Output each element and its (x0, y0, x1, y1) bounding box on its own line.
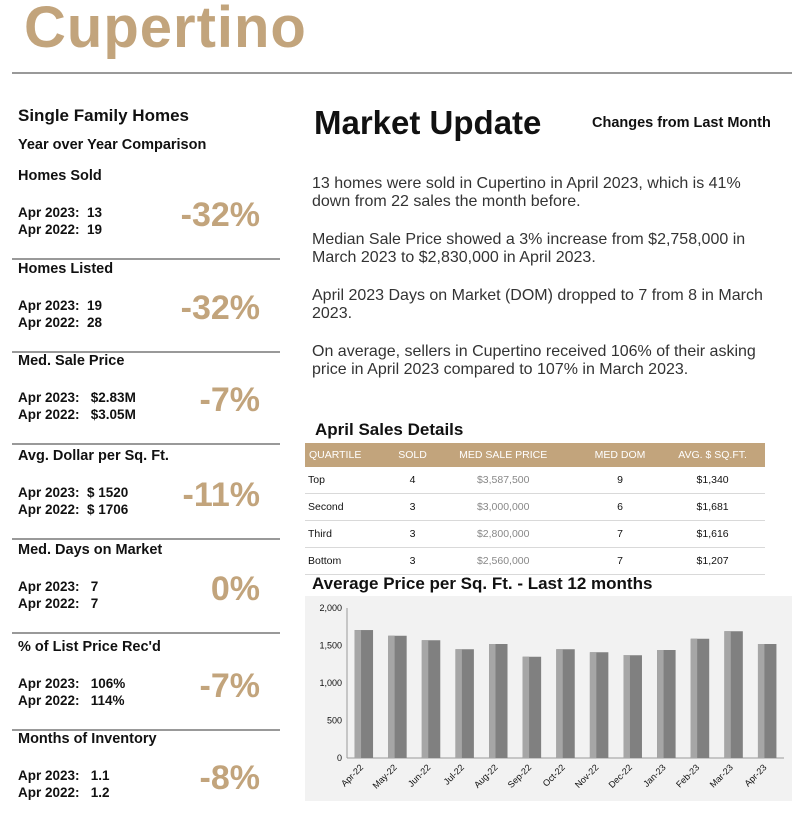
metric-values (18, 389, 136, 423)
x-tick-label: Sep-22 (505, 762, 534, 790)
divider (12, 443, 280, 445)
x-tick-label: Jan-23 (641, 762, 668, 789)
metric-title: % of List Price Rec'd (18, 639, 161, 655)
bar-highlight (657, 650, 663, 758)
y-tick-label: 1,000 (319, 678, 342, 688)
sales-details-title: April Sales Details (315, 420, 464, 439)
y-tick-label: 500 (326, 715, 342, 726)
bar-highlight (455, 649, 461, 758)
metric-title: Homes Sold (18, 168, 102, 184)
metric-current: Apr 2023: 7 (18, 579, 99, 594)
cell: Third (305, 521, 387, 548)
bar-highlight (556, 649, 562, 758)
table-row (305, 548, 765, 575)
chart-title: Average Price per Sq. Ft. - Last 12 months (312, 574, 653, 593)
cell: 3 (387, 521, 437, 548)
y-tick-label: 0 (336, 753, 342, 763)
bar-highlight (388, 636, 394, 758)
metric-title: Months of Inventory (18, 731, 157, 747)
metric-current: Apr 2023: 19 (18, 298, 103, 313)
x-tick-label: May-22 (370, 762, 399, 791)
cell: 6 (580, 494, 660, 521)
metric-change: -32% (180, 289, 260, 327)
cell: $1,207 (660, 548, 765, 575)
bar-highlight (691, 639, 697, 758)
metric-months-of-inventory (12, 731, 280, 823)
cell: 4 (387, 467, 437, 494)
x-tick-label: Jul-22 (441, 762, 467, 787)
metric-avg-dollar-sqft (12, 448, 280, 540)
metric-previous: Apr 2022: 1.2 (18, 785, 110, 800)
cell: $1,616 (660, 521, 765, 548)
table-row (305, 521, 765, 548)
metric-title: Avg. Dollar per Sq. Ft. (18, 448, 169, 464)
panel-heading: Single Family Homes (18, 106, 189, 125)
cell: 9 (580, 467, 660, 494)
x-tick-label: Aug-22 (472, 762, 500, 790)
cell (569, 521, 580, 548)
bar-highlight (623, 655, 629, 758)
price-sqft-chart (305, 596, 792, 801)
metric-homes-listed (12, 261, 280, 353)
metric-change: -32% (180, 196, 260, 234)
metric-values (18, 578, 98, 612)
summary-paragraph: Median Sale Price showed a 3% increase from $2,758,000 in March 2023 to $2,830,000 in April 2023. (312, 231, 746, 266)
x-tick-label: Jun-22 (405, 762, 433, 789)
metric-change: 0% (210, 570, 260, 608)
metric-title: Med. Sale Price (18, 353, 125, 369)
metric-values (18, 297, 102, 331)
col-quartile: QUARTILE (305, 443, 387, 467)
bar-highlight (590, 652, 596, 758)
city-title: Cupertino (24, 0, 307, 60)
metric-previous: Apr 2022: $3.05M (18, 407, 136, 422)
panel-subheading: Year over Year Comparison (18, 137, 207, 153)
x-tick-label: Dec-22 (606, 762, 635, 790)
market-summary (312, 175, 772, 399)
metric-med-days-on-market (12, 542, 280, 634)
bar-highlight (422, 640, 428, 758)
table-row (305, 467, 765, 494)
x-tick-label: Nov-22 (572, 762, 601, 790)
y-tick-label: 1,500 (319, 640, 342, 651)
cell: Second (305, 494, 387, 521)
metric-current: Apr 2023: $2.83M (18, 390, 136, 405)
bar-highlight (355, 630, 361, 758)
market-update-subtitle: Changes from Last Month (592, 115, 771, 131)
table-header-row (305, 443, 765, 467)
metric-previous: Apr 2022: $ 1706 (18, 502, 129, 517)
bar-highlight (489, 644, 495, 758)
metric-med-sale-price (12, 353, 280, 445)
cell: $1,340 (660, 467, 765, 494)
x-tick-label: Apr-22 (339, 762, 366, 789)
metric-current: Apr 2023: $ 1520 (18, 485, 129, 500)
cell: 7 (580, 548, 660, 575)
col-avg-sqft: AVG. $ SQ.FT. (660, 443, 765, 467)
metric-previous: Apr 2022: 7 (18, 596, 99, 611)
header-divider (12, 72, 792, 74)
divider (12, 538, 280, 540)
cell: $2,800,000 (438, 521, 569, 548)
metric-values (18, 767, 110, 801)
metric-previous: Apr 2022: 114% (18, 693, 125, 708)
cell: 3 (387, 548, 437, 575)
bar-highlight (758, 644, 764, 758)
metric-values (18, 204, 102, 238)
sales-details-table (305, 443, 765, 575)
col-med-dom: MED DOM (580, 443, 660, 467)
cell: 7 (580, 521, 660, 548)
metric-title: Homes Listed (18, 261, 114, 277)
cell (569, 494, 580, 521)
metric-current: Apr 2023: 13 (18, 205, 103, 220)
metric-change: -7% (199, 667, 260, 705)
x-tick-label: Feb-23 (674, 762, 702, 790)
cell: $3,587,500 (438, 467, 569, 494)
cell (569, 467, 580, 494)
metric-change: -8% (199, 759, 260, 797)
col-spacer (569, 443, 580, 467)
bar-highlight (523, 657, 529, 758)
summary-paragraph: On average, sellers in Cupertino received 106% of their asking price in April 2023 compared to 107% in March 2023. (312, 343, 756, 378)
cell: $2,560,000 (438, 548, 569, 575)
cell: 3 (387, 494, 437, 521)
metric-list-price-received (12, 639, 280, 731)
divider (12, 632, 280, 634)
divider (12, 258, 280, 260)
metric-current: Apr 2023: 106% (18, 676, 126, 691)
y-tick-label: 2,000 (319, 603, 342, 613)
x-tick-label: Mar-23 (707, 762, 735, 790)
metric-title: Med. Days on Market (18, 542, 163, 558)
metric-previous: Apr 2022: 19 (18, 222, 103, 237)
metric-change: -11% (182, 476, 260, 514)
x-tick-label: Apr-23 (742, 762, 769, 789)
cell: $1,681 (660, 494, 765, 521)
col-sold: SOLD (387, 443, 437, 467)
x-tick-label: Oct-22 (540, 762, 567, 789)
metric-current: Apr 2023: 1.1 (18, 768, 110, 783)
market-update-title: Market Update (314, 104, 542, 141)
metric-change: -7% (199, 381, 260, 419)
cell (569, 548, 580, 575)
col-med-sale-price: MED SALE PRICE (438, 443, 569, 467)
cell: Bottom (305, 548, 387, 575)
metric-homes-sold (12, 168, 280, 260)
summary-paragraph: April 2023 Days on Market (DOM) dropped to 7 from 8 in March 2023. (312, 287, 763, 322)
summary-paragraph: 13 homes were sold in Cupertino in April 2023, which is 41% down from 22 sales the month before. (312, 175, 741, 210)
metric-previous: Apr 2022: 28 (18, 315, 103, 330)
bar-highlight (724, 631, 730, 758)
metric-values (18, 484, 128, 518)
cell: Top (305, 467, 387, 494)
metric-values (18, 675, 125, 709)
table-row (305, 494, 765, 521)
cell: $3,000,000 (438, 494, 569, 521)
